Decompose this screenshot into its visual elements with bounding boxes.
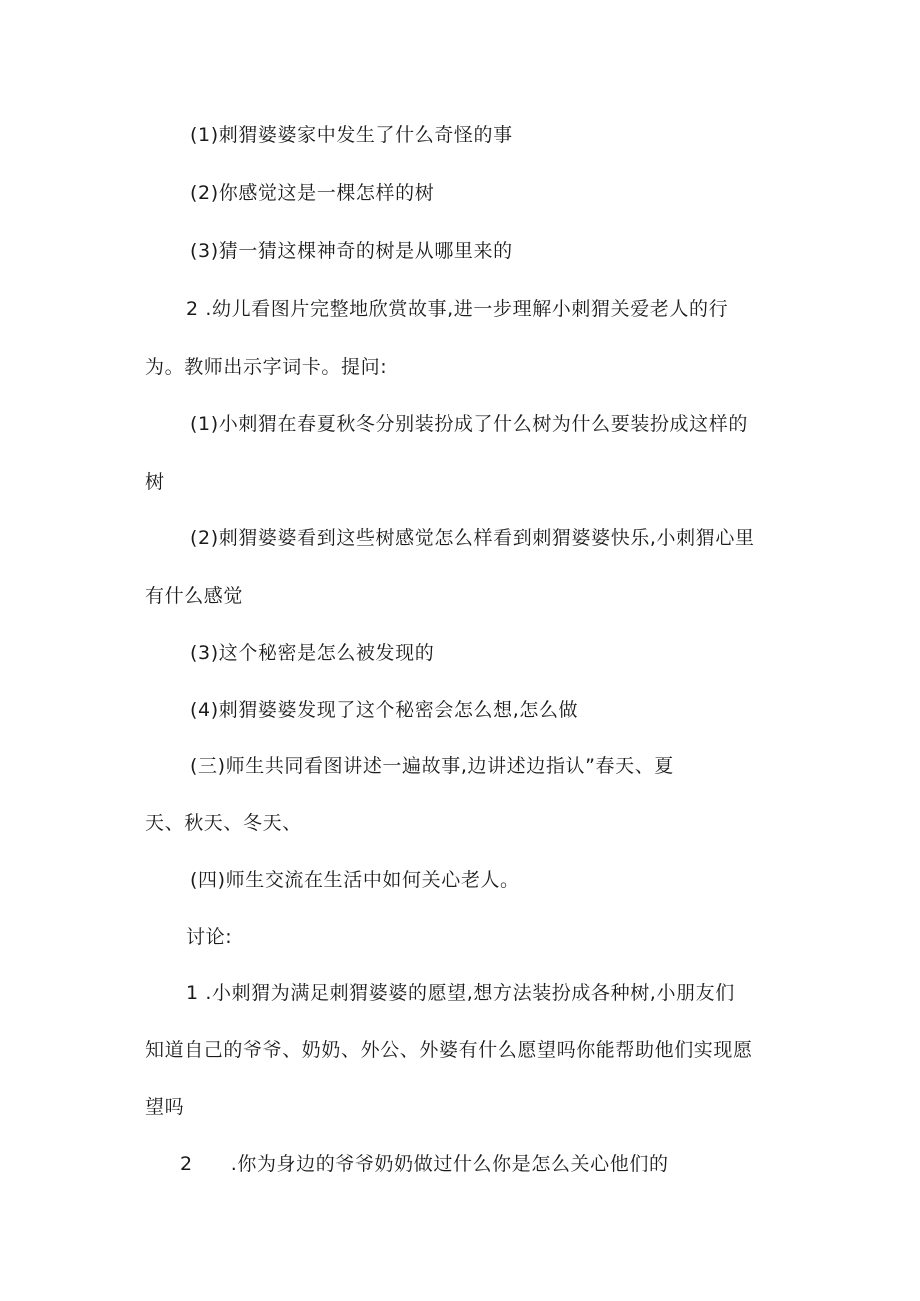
discussion-item-1-cont: 知道自己的爷爷、奶奶、外公、外婆有什么愿望吗你能帮助他们实现愿 <box>145 1039 753 1061</box>
discussion-item-1-cont-2: 望吗 <box>145 1096 185 1118</box>
question-line-4-cont: 树 <box>145 471 165 493</box>
discussion-heading: 讨论: <box>186 926 233 948</box>
question-line-4: (1)小刺猬在春夏秋冬分别装扮成了什么树为什么要装扮成这样的 <box>190 413 748 435</box>
question-line-7: (4)刺猬婆婆发现了这个秘密会怎么想,怎么做 <box>190 699 579 721</box>
step-2-line-cont: 为。教师出示字词卡。提问: <box>145 356 388 378</box>
step-2-line: 2 .幼儿看图片完整地欣赏故事,进一步理解小刺猬关爱老人的行 <box>186 298 729 320</box>
question-line-1: (1)刺猬婆婆家中发生了什么奇怪的事 <box>190 124 513 146</box>
discussion-item-2 <box>180 1152 669 1176</box>
question-line-3: (3)猜一猜这棵神奇的树是从哪里来的 <box>190 240 513 262</box>
question-line-5: (2)刺猬婆婆看到这些树感觉怎么样看到刺猬婆婆快乐,小刺猬心里 <box>190 527 755 549</box>
discussion-item-1: 1 .小刺猬为满足刺猬婆婆的愿望,想方法装扮成各种树,小朋友们 <box>186 982 735 1004</box>
discussion-item-2-text: .你为身边的爷爷奶奶做过什么你是怎么关心他们的 <box>230 1153 669 1175</box>
section-3-line-cont: 天、秋天、冬天、 <box>145 812 302 834</box>
question-line-6: (3)这个秘密是怎么被发现的 <box>190 642 435 664</box>
discussion-item-2-number: 2 <box>180 1153 193 1175</box>
question-line-2: (2)你感觉这是一棵怎样的树 <box>190 182 435 204</box>
section-4-line: (四)师生交流在生活中如何关心老人。 <box>190 869 520 891</box>
section-3-line: (三)师生共同看图讲述一遍故事,边讲述边指认”春天、夏 <box>190 755 674 777</box>
question-line-5-cont: 有什么感觉 <box>145 585 244 607</box>
